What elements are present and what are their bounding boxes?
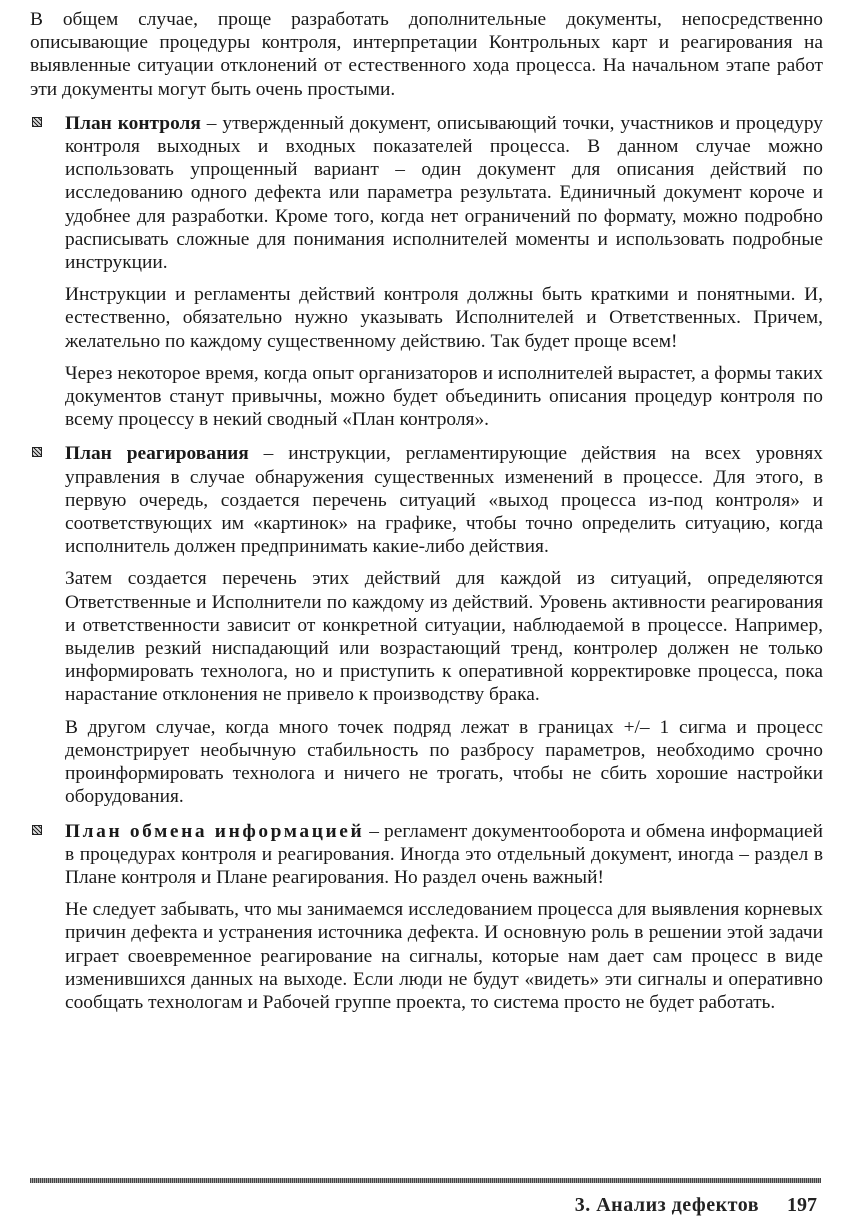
item-definition-text: – регламент документооборота и обмена информацией в процедурах контроля и реагирования. Иногда это отдельный документ, иногда – раздел в Плане контроля и Плане реагирования. Но раздел очень важный! [65, 820, 824, 888]
item-definition [65, 112, 823, 274]
item-paragraph: Затем создается перечень этих действий для каждой из ситуаций, определяются Ответственные и Исполнители по каждому из действий. Уровень активности реагирования и ответственности зависит от конкретной ситуации, наблюдаемой в процессе. Например, выделив резкий ниспадающий или возрастающий тренд, контролер должен не только информировать технолога, но и приступить к оперативной корректировке процесса, пока нарастание отклонения не привело к производству брака. [65, 568, 823, 706]
page-number: 197 [787, 1194, 817, 1216]
item-definition [65, 820, 823, 890]
bullet-item-control-plan [30, 112, 823, 432]
bullet-icon [32, 825, 42, 835]
footer-rule [30, 1178, 821, 1183]
bullet-item-info-exchange-plan [30, 820, 823, 1015]
item-paragraph: Через некоторое время, когда опыт организаторов и исполнителей вырастет, а формы таких документов станут привычны, можно будет объединить описания процедур контроля по всему процессу в некий сводный «План контроля». [65, 362, 823, 431]
item-term: План контроля [65, 112, 201, 134]
item-paragraph: Не следует забывать, что мы занимаемся исследованием процесса для выявления корневых причин дефекта и устранения источника дефекта. И основную роль в решении этой задачи играет своевременное реагирование на сигналы, которые нам дает сам процесс в виде изменившихся данных на выходе. Если люди не будут «видеть» эти сигналы и оперативно сообщать технологам и Рабочей группе проекта, то система просто не будет работать. [65, 899, 823, 1013]
bullet-icon [32, 447, 42, 457]
section-title: 3. Анализ дефектов [574, 1194, 759, 1216]
intro-paragraph: В общем случае, проще разработать дополнительные документы, непосредственно описывающие процедуры контроля, интерпретации Контрольных карт и реагирования на выявленные ситуации отклонений от естественного хода процесса. На начальном этапе работ эти документы могут быть очень простыми. [30, 9, 823, 100]
bullet-icon [32, 117, 42, 127]
item-definition-text: – утвержденный документ, описывающий точки, участников и процедуру контроля выходных и входных показателей процесса. В данном случае можно использовать упрощенный вариант – один документ для описания действий по исследованию одного дефекта или параметра результата. Единичный документ короче и удобнее для разработки. Кроме того, когда нет ограничений по формату, можно подробно расписывать сложные для понимания исполнителей моменты и использовать подробные инструкции. [65, 112, 823, 274]
item-paragraph: В другом случае, когда много точек подряд лежат в границах +/– 1 сигма и процесс демонстрирует необычную стабильность по разбросу параметров, необходимо срочно проинформировать технолога и ничего не трогать, чтобы не сбить хорошие настройки оборудования. [65, 716, 823, 808]
item-definition [65, 442, 823, 558]
item-term: План обмена информацией [65, 820, 365, 842]
item-definition-text: – инструкции, регламентирующие действия на всех уровнях управления в случае обнаружения существенных изменений в процессе. Для этого, в первую очередь, создается перечень ситуаций «выход процесса из-под контроля» и соответствующих им «картинок» на графике, чтобы точно определить ситуацию, когда исполнитель должен предпринимать какие-либо действия. [65, 443, 823, 558]
bullet-item-response-plan [30, 442, 823, 808]
item-paragraph: Инструкции и регламенты действий контроля должны быть краткими и понятными. И, естественно, обязательно нужно указывать Исполнителей и Ответственных. Причем, желательно по каждому существенному действию. Так будет проще всем! [65, 284, 823, 352]
page-footer [575, 1194, 817, 1217]
item-term: План реагирования [65, 443, 249, 465]
